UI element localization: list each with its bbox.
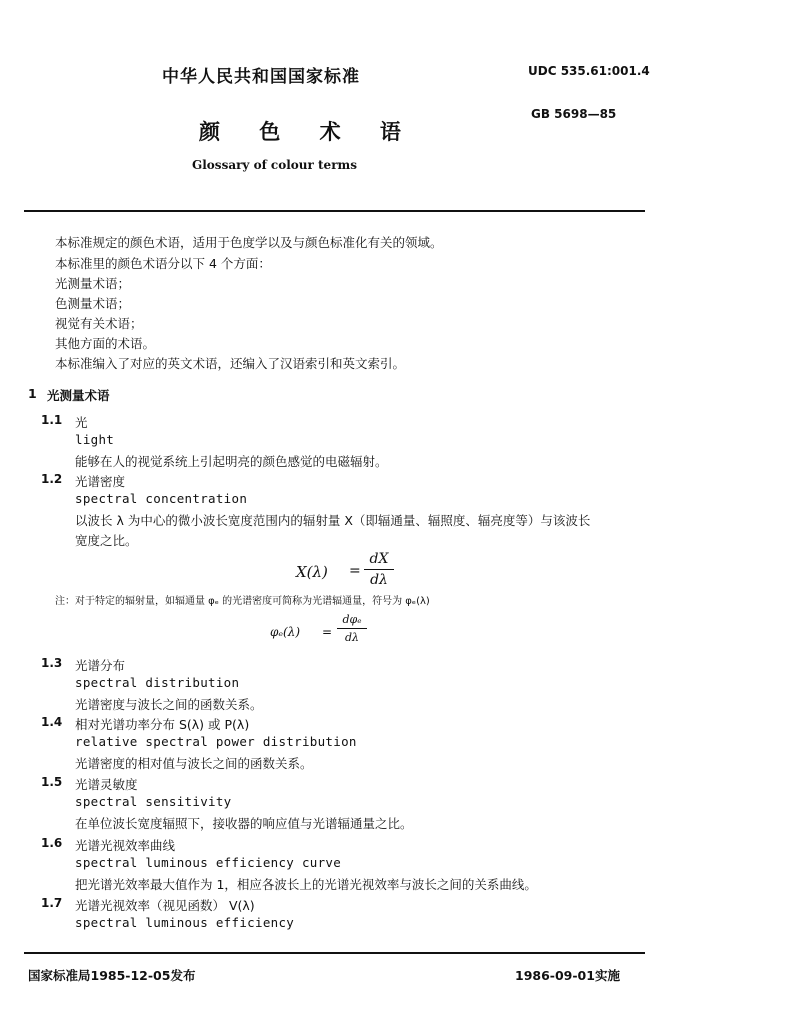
intro-line: 视觉有关术语； <box>55 316 143 331</box>
formula-fraction <box>337 613 367 644</box>
term-english: relative spectral power distribution <box>75 734 357 749</box>
intro-line: 本标准编入了对应的英文术语，还编入了汉语索引和英文索引。 <box>55 356 406 371</box>
term-english: spectral luminous efficiency curve <box>75 855 342 870</box>
effective-date: 1986-09-01实施 <box>515 968 620 983</box>
entry-number: 1.2 <box>41 472 63 486</box>
entry-number: 1.1 <box>41 413 63 427</box>
term-chinese: 光谱密度 <box>75 474 126 489</box>
term-definition: 宽度之比。 <box>75 533 138 548</box>
fraction-bar <box>364 569 394 570</box>
term-definition: 以波长 λ 为中心的微小波长宽度范围内的辐射量 X（即辐通量、辐照度、辐亮度等）与该波长 <box>75 513 591 528</box>
formula-numerator: dX <box>369 551 389 567</box>
document-title: 颜 色 术 语 <box>199 120 417 144</box>
term-definition: 光谱密度与波长之间的函数关系。 <box>75 697 263 712</box>
term-chinese: 光谱光视效率曲线 <box>75 838 176 853</box>
intro-line: 光测量术语； <box>55 276 131 291</box>
intro-line: 本标准规定的颜色术语，适用于色度学以及与颜色标准化有关的领域。 <box>55 235 443 250</box>
entry-number: 1.7 <box>41 896 63 910</box>
term-chinese: 光谱光视效率（视见函数） V(λ) <box>75 898 255 913</box>
issue-date: 国家标准局1985-12-05发布 <box>28 968 196 983</box>
term-chinese: 光谱分布 <box>75 658 126 673</box>
term-english: spectral luminous efficiency <box>75 915 295 930</box>
section-title: 光测量术语 <box>47 388 110 403</box>
document-subtitle: Glossary of colour terms <box>192 158 357 172</box>
intro-line: 色测量术语； <box>55 296 131 311</box>
note-text: 注：对于特定的辐射量，如辐通量 φₑ 的光谱密度可简称为光谱辐通量，符号为 φₑ(λ) <box>55 596 430 607</box>
term-english: light <box>75 432 115 447</box>
header-rule <box>24 210 645 212</box>
formula-denominator: dλ <box>344 631 359 644</box>
term-definition: 能够在人的视觉系统上引起明亮的颜色感觉的电磁辐射。 <box>75 454 388 469</box>
term-english: spectral concentration <box>75 491 248 506</box>
term-english: spectral distribution <box>75 675 240 690</box>
udc-code: UDC 535.61:001.4 <box>528 64 650 78</box>
section-number: 1 <box>28 386 37 401</box>
entry-number: 1.3 <box>41 656 63 670</box>
formula-lhs: X(λ) <box>296 563 328 581</box>
intro-line: 本标准里的颜色术语分以下 4 个方面： <box>55 256 271 271</box>
term-chinese: 光 <box>75 415 88 430</box>
entry-number: 1.5 <box>41 775 63 789</box>
term-definition: 光谱密度的相对值与波长之间的函数关系。 <box>75 756 313 771</box>
formula-fraction <box>364 551 394 588</box>
formula-equals: = <box>349 563 361 579</box>
gb-code: GB 5698—85 <box>531 107 617 121</box>
formula-equals: = <box>322 625 333 639</box>
term-definition: 在单位波长宽度辐照下，接收器的响应值与光谱辐通量之比。 <box>75 816 413 831</box>
term-english: spectral sensitivity <box>75 794 232 809</box>
formula-lhs: φₑ(λ) <box>270 625 301 639</box>
term-definition: 把光谱光效率最大值作为 1，相应各波长上的光谱光视效率与波长之间的关系曲线。 <box>75 877 537 892</box>
org-title: 中华人民共和国国家标准 <box>162 67 360 87</box>
footer-rule <box>24 952 645 954</box>
entry-number: 1.4 <box>41 715 63 729</box>
fraction-bar <box>337 628 367 629</box>
formula-numerator: dφₑ <box>342 613 362 626</box>
intro-line: 其他方面的术语。 <box>55 336 156 351</box>
entry-number: 1.6 <box>41 836 63 850</box>
term-chinese: 相对光谱功率分布 S(λ) 或 P(λ) <box>75 717 250 732</box>
formula-denominator: dλ <box>370 572 388 588</box>
term-chinese: 光谱灵敏度 <box>75 777 138 792</box>
